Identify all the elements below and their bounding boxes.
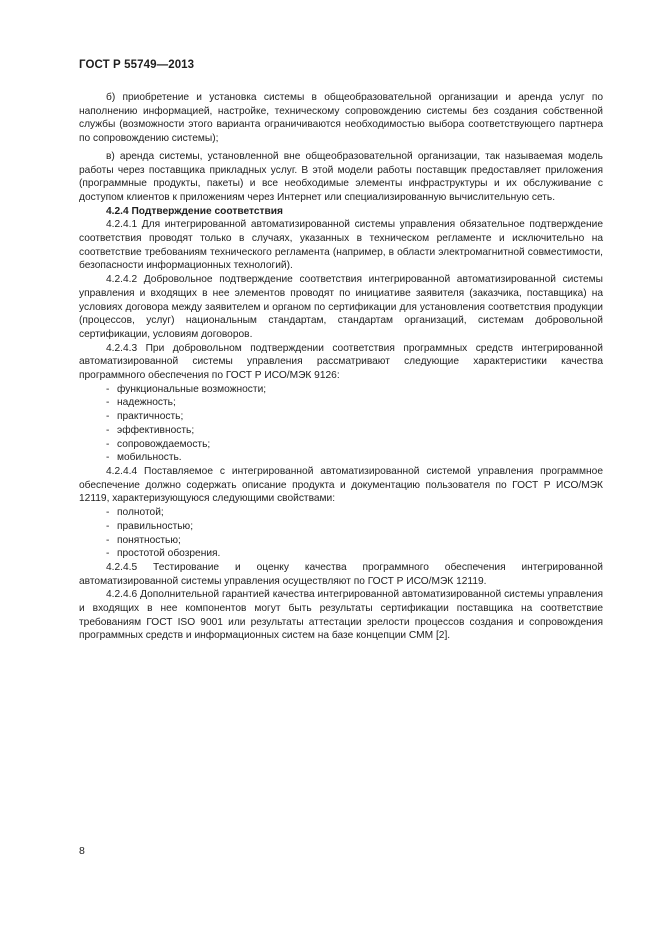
paragraph-b: б) приобретение и установка системы в общеобразовательной организации и аренда услуг по наполнению информацией, настройке, техническому сопровождению системы без создания собственной службы (возможности этого варианта ограничиваются необходимостью выбора соответствующего партнера по сопровождению системы);	[79, 92, 603, 145]
list-item: - практичность;	[106, 411, 184, 423]
list-item: - простотой обозрения.	[106, 548, 221, 560]
paragraph-4-2-4-5: 4.2.4.5 Тестирование и оценку качества программного обеспечения интегрированной автоматизированной системы управления осуществляют по ГОСТ Р ИСО/МЭК 12119.	[79, 561, 603, 587]
page-number: 8	[79, 845, 85, 857]
paragraph-4-2-4-4: 4.2.4.4 Поставляемое с интегрированной автоматизированной системой управления программное обеспечение должно содержать описание продукта и документацию пользователя по ГОСТ Р ИСО/МЭК 12119, характеризующуюся следующими свойствами:	[79, 465, 603, 505]
paragraph-4-2-4-2: 4.2.4.2 Добровольное подтверждение соответствия интегрированной автоматизированной системы управления и входящих в нее элементов проводят по инициативе заявителя (заказчика, поставщика) на условиях договора между заявителем и органом по сертификации для установления соответствия продукции (процессов, услуг) национальным стандартам, стандартам организаций, системам добровольной сертификации, условиям договоров.	[79, 274, 603, 340]
paragraph-v: в) аренда системы, установленной вне общеобразовательной организации, так называемая модель работы через поставщика прикладных услуг. В этой модели работы поставщик предоставляет приложения (программные продукты, пакеты) и все необходимые элементы инфраструктуры и их обслуживание с доступом клиентов к приложениям через Интернет или специализированную вычислительную сеть.	[79, 150, 603, 203]
paragraph-4-2-4-1: 4.2.4.1 Для интегрированной автоматизированной системы управления обязательное подтверждение соответствия проводят только в случаях, указанных в техническом регламенте и исключительно на соответствие требованиям технического регламента (например, в области электромагнитной совместимости, безопасности информационных технологий).	[79, 219, 603, 272]
list-item: - надежность;	[106, 397, 176, 409]
document-body	[79, 91, 603, 643]
section-heading-4-2-4: 4.2.4 Подтверждение соответствия	[106, 205, 283, 217]
paragraph-4-2-4-3: 4.2.4.3 При добровольном подтверждении соответствия программных средств интегрированной автоматизированной системы управления рассматривают следующие характеристики качества программного обеспечения по ГОСТ Р ИСО/МЭК 9126:	[79, 342, 603, 382]
quality-characteristics-list	[79, 383, 603, 465]
list-item: - сопровождаемость;	[106, 438, 211, 450]
document-header: ГОСТ Р 55749—2013	[79, 59, 195, 71]
list-item: - эффективность;	[106, 424, 195, 436]
documentation-properties-list	[79, 506, 603, 561]
list-item: - правильностью;	[106, 520, 194, 532]
list-item: - функциональные возможности;	[106, 383, 267, 395]
paragraph-4-2-4-6: 4.2.4.6 Дополнительной гарантией качества интегрированной автоматизированной системы управления и входящих в нее компонентов могут быть результаты сертификации поставщика на соответствие требованиям ГОСТ ISO 9001 или результаты аттестации зрелости процессов создания и сопровождения программных средств и информационных систем на базе концепции СММ [2].	[79, 589, 603, 642]
list-item: - понятностью;	[106, 534, 181, 546]
list-item: - полнотой;	[106, 507, 164, 519]
list-item: - мобильность.	[106, 452, 182, 464]
